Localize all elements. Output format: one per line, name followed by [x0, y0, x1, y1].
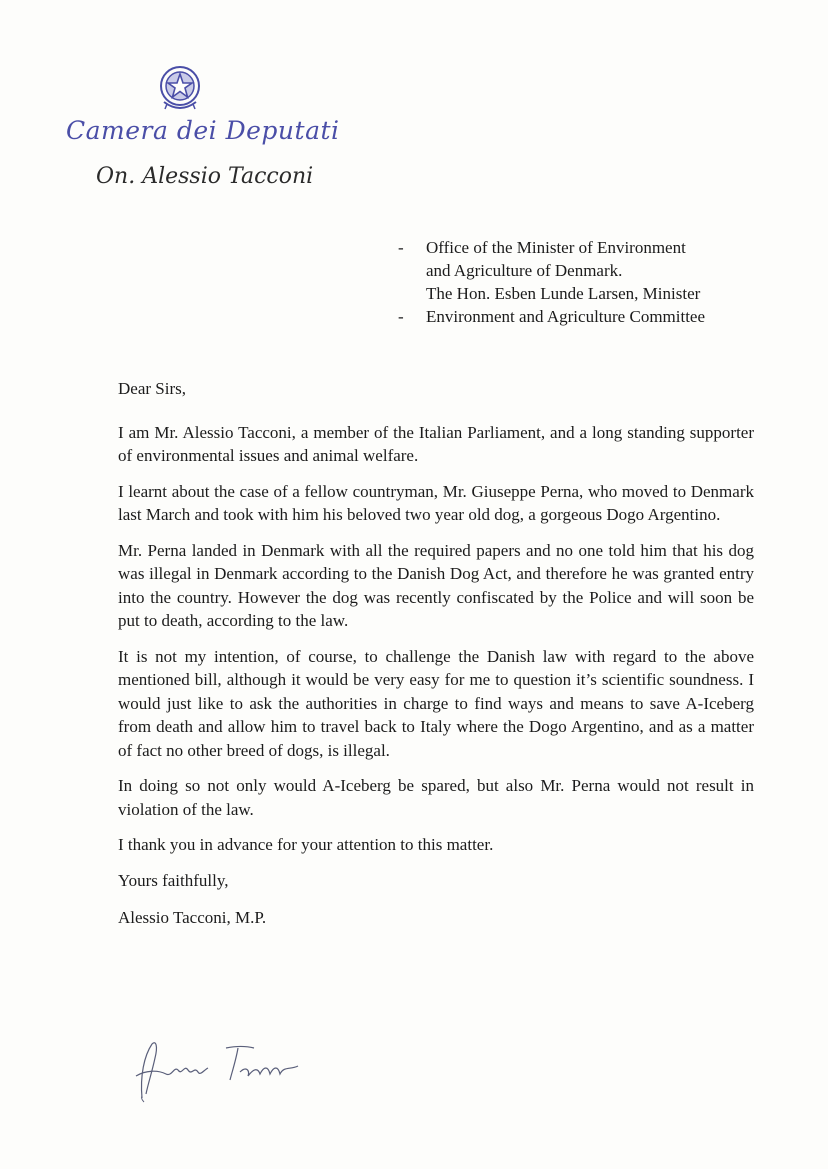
member-name: On. Alessio Tacconi — [96, 164, 314, 189]
italian-republic-emblem-icon — [156, 64, 204, 114]
recipient-line: The Hon. Esben Lunde Larsen, Minister — [426, 284, 701, 303]
recipient-line: Environment and Agriculture Committee — [426, 307, 706, 326]
salutation: Dear Sirs, — [118, 379, 186, 398]
recipient-item — [398, 305, 778, 328]
signatory-name: Alessio Tacconi, M.P. — [118, 908, 267, 927]
recipient-line: Office of the Minister of Environment — [426, 238, 686, 257]
recipient-bullet: - — [398, 238, 404, 257]
recipient-line: and Agriculture of Denmark. — [426, 261, 623, 280]
paragraph: I thank you in advance for your attention to this matter. — [118, 835, 494, 854]
paragraph: I learnt about the case of a fellow countryman, Mr. Giuseppe Perna, who moved to Denmark last March and took with him his beloved two year old dog, a gorgeous Dogo Argentino. — [118, 481, 754, 524]
handwritten-signature-icon — [122, 1036, 322, 1106]
paragraph: In doing so not only would A-Iceberg be spared, but also Mr. Perna would not result in violation of the law. — [118, 776, 754, 819]
paragraph: I am Mr. Alessio Tacconi, a member of the Italian Parliament, and a long standing supporter of environmental issues and animal welfare. — [118, 422, 754, 465]
letter-body — [118, 377, 754, 930]
recipients-block — [398, 236, 778, 328]
chamber-name: Camera dei Deputati — [66, 116, 340, 145]
closing: Yours faithfully, — [118, 870, 229, 890]
paragraph: It is not my intention, of course, to challenge the Danish law with regard to the above mentioned bill, although it would be very easy for me to question it’s scientific soundness. I would just like to ask the authorities in charge to find ways and means to save A-Iceberg from death and allow him to travel back to Italy where the Dogo Argentino, and as a matter of fact no other breed of dogs, is illegal. — [118, 646, 754, 760]
recipient-item — [398, 236, 778, 305]
paragraph: Mr. Perna landed in Denmark with all the required papers and no one told him that his dog was illegal in Denmark according to the Danish Dog Act, and therefore he was granted entry into the country. However the dog was recently confiscated by the Police and will soon be put to death, according to the law. — [118, 540, 754, 630]
recipient-bullet: - — [398, 307, 404, 326]
